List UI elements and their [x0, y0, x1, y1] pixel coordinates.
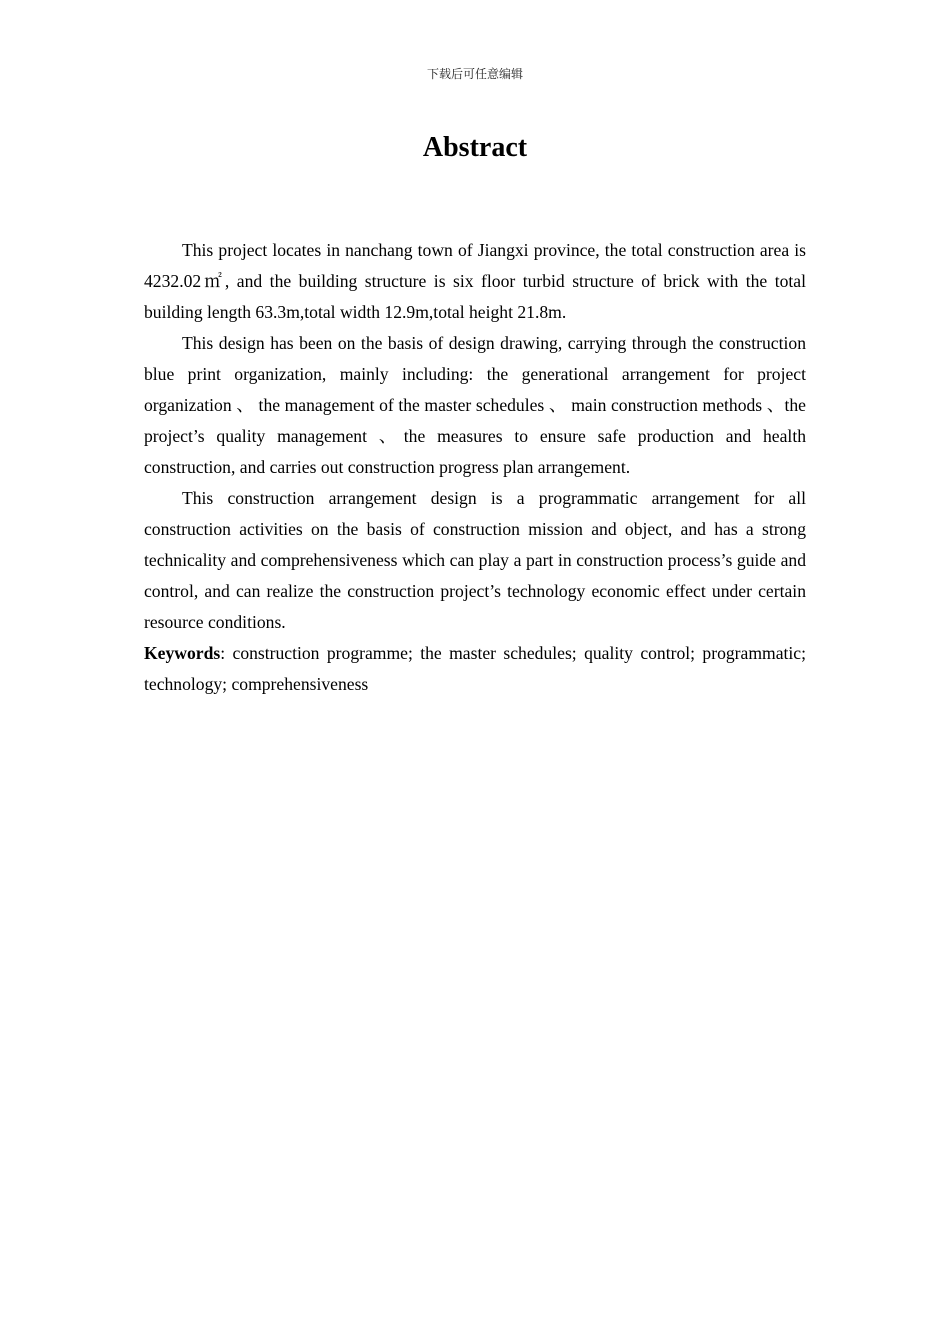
page-title: Abstract: [422, 132, 528, 163]
abstract-body: [144, 235, 806, 700]
keywords-label: Keywords: [144, 643, 221, 663]
keywords-line: [144, 638, 806, 700]
abstract-paragraph-3: This construction arrangement design is a programmatic arrangement for all construction activities on the basis of construction mission and object, and has a strong technicality and comprehensiveness which can play a part in construction process’s guide and control, and can realize the construction project’s technology economic effect under certain resource conditions.: [144, 488, 806, 632]
abstract-paragraph-2: This design has been on the basis of design drawing, carrying through the construction blue print organization, mainly including: the generational arrangement for project organization 、 the management of the master schedules 、 main construction methods 、the project’s quality management 、the measures to ensure safe production and health construction, and carries out construction progress plan arrangement.: [144, 333, 806, 477]
abstract-paragraph-1: This project locates in nanchang town of Jiangxi province, the total construction area is 4232.02㎡, and the building structure is six floor turbid structure of brick with the total building length 63.3m,total width 12.9m,total height 21.8m.: [144, 240, 806, 322]
keywords-text: : construction programme; the master schedules; quality control; programmatic; technology; comprehensiveness: [144, 643, 806, 694]
header-note: 下载后可任意编辑: [426, 67, 523, 81]
